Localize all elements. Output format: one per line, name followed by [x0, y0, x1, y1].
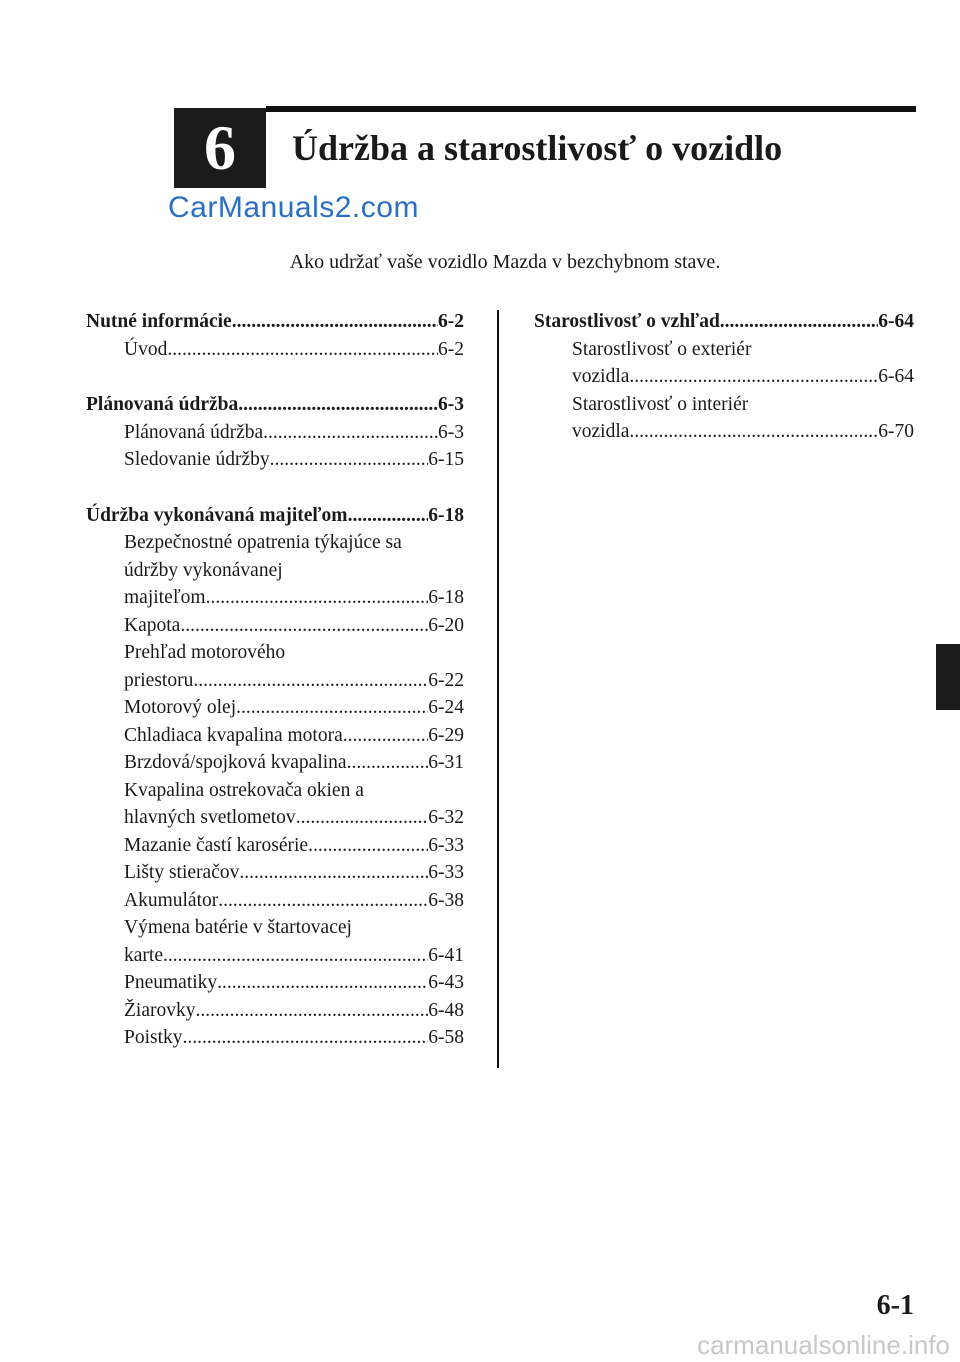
toc-item[interactable]: [86, 419, 464, 447]
toc-section: [86, 391, 464, 474]
toc-item-label: Motorový olej: [124, 697, 237, 718]
footer-link[interactable]: carmanualsonline.info: [697, 1330, 950, 1360]
toc-item-line: Starostlivosť o exteriér: [572, 338, 752, 360]
toc-item-dots: [167, 336, 438, 364]
toc-item-dots: [183, 1024, 429, 1052]
toc-item-page: 6-32: [428, 807, 464, 828]
toc-item[interactable]: [86, 749, 464, 777]
toc-item[interactable]: [86, 612, 464, 640]
toc-item-line: Výmena batérie v štartovacej: [124, 917, 352, 938]
toc-item[interactable]: [86, 887, 464, 915]
toc-item-dots: [163, 942, 428, 970]
toc-item-label: karte: [124, 944, 163, 966]
toc-section-heading-label: Údržba vykonávaná majiteľom: [86, 504, 348, 526]
toc-item[interactable]: [86, 584, 464, 612]
toc-section-heading-dots: [720, 308, 878, 336]
toc-section-heading-label: Nutné informácie: [86, 311, 232, 332]
toc-item-label: Akumulátor: [124, 889, 219, 911]
toc-item-line: Prehľad motorového: [124, 642, 286, 663]
toc-section-heading-dots: [232, 308, 438, 336]
toc-item-page: 6-29: [428, 724, 464, 746]
column-divider: [497, 310, 499, 1068]
toc-item-line: Starostlivosť o interiér: [572, 393, 749, 415]
toc-section-heading-dots: [348, 502, 429, 530]
toc-item[interactable]: [86, 1024, 464, 1052]
toc-item-label: Lišty stieračov: [124, 862, 240, 883]
toc-item-page: 6-31: [428, 752, 464, 773]
toc-item-dots: [343, 722, 429, 750]
toc-item-label: vozidla: [572, 366, 630, 387]
chapter-number-badge: 6: [174, 108, 266, 188]
toc-item-dots: [236, 694, 428, 722]
toc-item-label: majiteľom: [124, 587, 206, 608]
toc-item-label: hlavných svetlometov: [124, 807, 296, 828]
toc-item-page: 6-24: [428, 697, 464, 718]
toc-item[interactable]: [86, 859, 464, 887]
toc-item-dots: [180, 612, 428, 640]
toc-item-page: 6-15: [428, 449, 464, 470]
toc-item-label: Kapota: [124, 614, 181, 636]
toc-item-dots: [629, 418, 878, 446]
toc-item-dots: [218, 887, 428, 915]
toc-item-label: Mazanie častí karosérie: [124, 834, 309, 856]
toc-item-dots: [270, 446, 429, 474]
toc-item-dots: [629, 363, 878, 391]
toc-section-heading[interactable]: [86, 391, 464, 419]
chapter-side-tab: [936, 644, 960, 710]
toc-item[interactable]: [86, 997, 464, 1025]
toc-right-column: [534, 308, 914, 446]
toc-section-heading-page: 6-64: [878, 311, 914, 332]
toc-item[interactable]: [534, 363, 914, 391]
page-number: 6-1: [876, 1290, 914, 1321]
toc-item-page: 6-64: [878, 366, 914, 387]
toc-item-page: 6-33: [428, 862, 464, 883]
toc-item-line: údržby vykonávanej: [124, 559, 283, 581]
toc-item-label: Sledovanie údržby: [124, 449, 270, 470]
toc-item-label: Pneumatiky: [124, 972, 218, 993]
toc-item[interactable]: [86, 942, 464, 970]
toc-item-page: 6-2: [438, 338, 464, 360]
toc-item-label: Chladiaca kvapalina motora: [124, 724, 343, 746]
toc-item[interactable]: [86, 722, 464, 750]
toc-item[interactable]: [86, 969, 464, 997]
toc-item-label: Poistky: [124, 1027, 183, 1048]
watermark-text: CarManuals2.com: [168, 191, 419, 224]
toc-section-heading[interactable]: [534, 308, 914, 336]
toc-item[interactable]: [534, 418, 914, 446]
toc-item-page: 6-33: [428, 834, 464, 856]
toc-section: [86, 502, 464, 1052]
toc-section-heading-page: 6-2: [438, 311, 464, 332]
toc-item-label: Úvod: [124, 338, 168, 360]
toc-item-page: 6-41: [428, 944, 464, 966]
header-rule: [266, 106, 916, 112]
toc-item-label: Žiarovky: [124, 999, 196, 1021]
toc-item-dots: [217, 969, 428, 997]
toc-item[interactable]: [86, 694, 464, 722]
toc-item-dots: [239, 859, 428, 887]
toc-item-dots: [308, 832, 428, 860]
toc-item-page: 6-22: [428, 669, 464, 691]
toc-item-dots: [195, 997, 428, 1025]
toc-section-heading-label: Plánovaná údržba: [86, 394, 239, 415]
toc-section-heading-label: Starostlivosť o vzhľad: [534, 311, 720, 332]
toc-item-dots: [206, 584, 429, 612]
toc-item-dots: [263, 419, 438, 447]
toc-item-label: Brzdová/spojková kvapalina: [124, 752, 347, 773]
toc-item-label: priestoru: [124, 669, 194, 691]
toc-item-label: vozidla: [572, 421, 630, 442]
toc-item-dots: [193, 667, 428, 695]
toc-section-heading-dots: [238, 391, 438, 419]
toc-left-column: [86, 308, 464, 1052]
chapter-subtitle: Ako udržať vaše vozidlo Mazda v bezchybnom stave.: [289, 251, 721, 273]
chapter-title: Údržba a starostlivosť o vozidlo: [292, 128, 783, 168]
toc-section-heading-page: 6-18: [428, 504, 464, 526]
toc-item[interactable]: [86, 804, 464, 832]
toc-item-page: 6-18: [428, 587, 464, 608]
toc-item-label: Plánovaná údržba: [124, 421, 264, 443]
toc-item[interactable]: [86, 832, 464, 860]
toc-item-page: 6-58: [428, 1027, 464, 1048]
toc-item-page: 6-38: [428, 889, 464, 911]
toc-section: [86, 308, 464, 363]
toc-item-dots: [296, 804, 429, 832]
toc-item[interactable]: [86, 667, 464, 695]
toc-item-page: 6-20: [428, 614, 464, 636]
toc-item-line: Bezpečnostné opatrenia týkajúce sa: [124, 532, 402, 553]
toc-section: [534, 308, 914, 446]
toc-item[interactable]: [86, 446, 464, 474]
toc-section-heading[interactable]: [86, 308, 464, 336]
toc-section-heading[interactable]: [86, 502, 464, 530]
toc-section-heading-page: 6-3: [438, 394, 464, 415]
toc-item-page: 6-70: [878, 421, 914, 442]
toc-item-page: 6-43: [428, 972, 464, 993]
toc-item-page: 6-48: [428, 999, 464, 1021]
toc-item-page: 6-3: [438, 421, 464, 443]
toc-item-line: Kvapalina ostrekovača okien a: [124, 779, 364, 801]
toc-item[interactable]: [86, 336, 464, 364]
toc-item-dots: [347, 749, 429, 777]
